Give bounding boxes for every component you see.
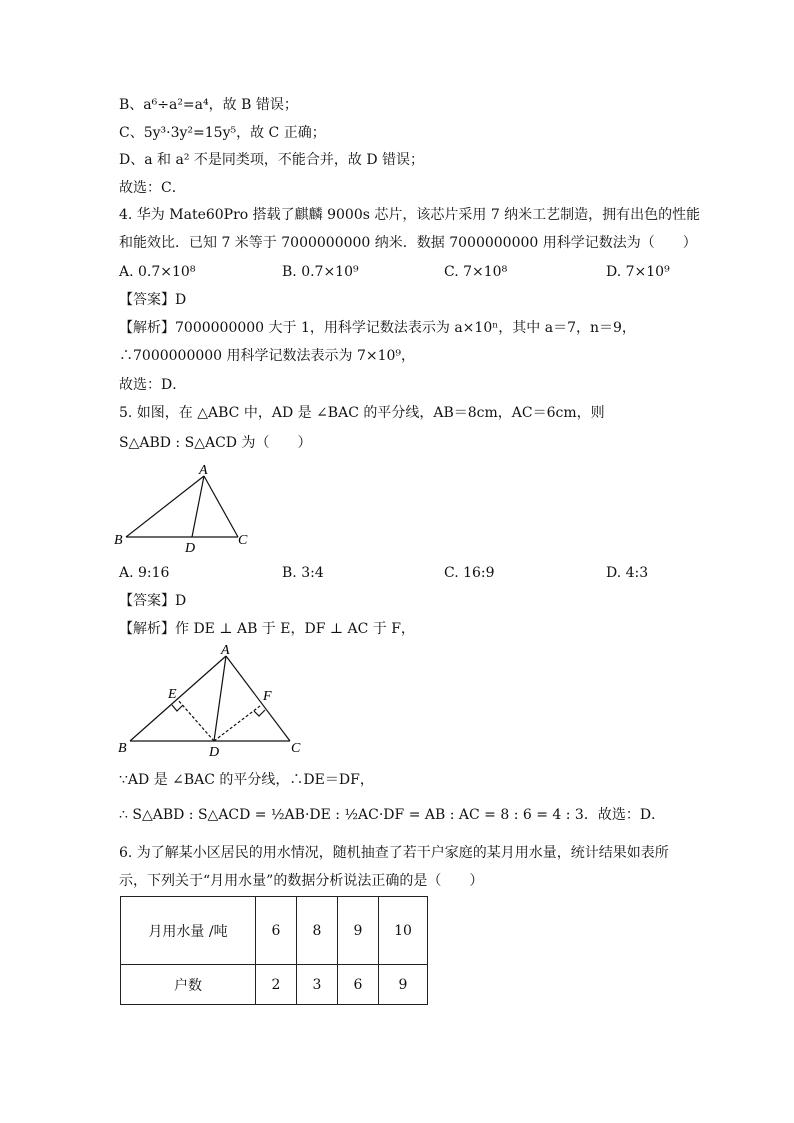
solution-line-d: D、a 和 a² 不是同类项，不能合并，故 D 错误； — [119, 152, 425, 168]
table-cell: 9 — [379, 965, 428, 1005]
segment-ab — [126, 476, 204, 537]
table-cell: 8 — [297, 897, 338, 965]
segment-ac — [226, 656, 290, 741]
question-5-line-1: 5. 如图，在 △ABC 中，AD 是 ∠BAC 的平分线，AB＝8cm，AC＝6cm，则 — [119, 405, 605, 421]
table-cell: 2 — [256, 965, 297, 1005]
q5-answer: 【答案】D — [119, 593, 187, 609]
triangle-figure-1 — [110, 460, 260, 555]
q4-solution-line-3: 故选：D． — [119, 377, 187, 393]
right-angle-e — [172, 705, 183, 711]
table-cell: 6 — [338, 965, 379, 1005]
segment-de — [178, 700, 214, 741]
right-angle-f — [254, 710, 265, 716]
table-cell: 6 — [256, 897, 297, 965]
q4-solution-line-1: 【解析】7000000000 大于 1，用科学记数法表示为 a×10ⁿ，其中 a＝7，n＝9， — [119, 320, 636, 336]
water-usage-table — [120, 896, 428, 1005]
solution-line-b: B、a⁶÷a²=a⁴，故 B 错误； — [119, 97, 298, 113]
q4-answer: 【答案】D — [119, 292, 187, 308]
solution-conclusion: 故选：C． — [119, 180, 186, 196]
table-row — [121, 897, 428, 965]
segment-ad — [214, 656, 226, 741]
segment-ab — [130, 656, 226, 741]
question-4-line-2: 和能效比．已知 7 米等于 7000000000 纳米．数据 7000000000 用科学记数法为（ ） — [119, 235, 697, 251]
segment-ac — [204, 476, 238, 537]
label-d: D — [209, 745, 220, 760]
q5-option-c: C. 16:9 — [444, 565, 495, 581]
table-cell: 9 — [338, 897, 379, 965]
q5-solution-line-1: 【解析】作 DE ⊥ AB 于 E，DF ⊥ AC 于 F， — [119, 621, 415, 637]
q4-option-d: D. 7×10⁹ — [606, 264, 670, 280]
table-cell: 10 — [379, 897, 428, 965]
q4-option-b: B. 0.7×10⁹ — [282, 264, 359, 280]
table-header-households: 户数 — [121, 965, 256, 1005]
q5-option-a: A. 9:16 — [119, 565, 170, 581]
label-b: B — [114, 533, 123, 548]
q5-option-b: B. 3:4 — [282, 565, 324, 581]
label-b: B — [118, 741, 127, 756]
label-a: A — [221, 643, 230, 658]
question-4-line-1: 4. 华为 Mate60Pro 搭载了麒麟 9000s 芯片，该芯片采用 7 纳米工艺制造，拥有出色的性能 — [119, 207, 701, 223]
label-f: F — [263, 689, 272, 704]
label-d: D — [185, 541, 196, 555]
solution-line-c: C、5y³·3y²=15y⁵，故 C 正确； — [119, 125, 326, 141]
label-a: A — [199, 463, 208, 478]
q4-option-a: A. 0.7×10⁸ — [119, 264, 196, 280]
label-c: C — [238, 533, 248, 548]
question-6-line-1: 6. 为了解某小区居民的用水情况，随机抽查了若干户家庭的某月用水量，统计结果如表所 — [119, 845, 669, 861]
q5-option-d: D. 4:3 — [606, 565, 649, 581]
q4-option-c: C. 7×10⁸ — [444, 264, 508, 280]
triangle-figure-2 — [110, 640, 310, 760]
label-c: C — [291, 741, 301, 756]
question-6-line-2: 示，下列关于“月用水量”的数据分析说法正确的是（ ） — [119, 873, 484, 889]
segment-ad — [192, 476, 204, 537]
table-row — [121, 965, 428, 1005]
question-5-line-2: S△ABD : S△ACD 为（ ） — [119, 435, 312, 451]
label-e: E — [168, 687, 177, 702]
q5-solution-line-2: ∵AD 是 ∠BAC 的平分线，∴DE＝DF， — [119, 772, 374, 788]
table-cell: 3 — [297, 965, 338, 1005]
q4-solution-line-2: ∴7000000000 用科学记数法表示为 7×10⁹， — [119, 348, 416, 364]
segment-df — [214, 706, 260, 741]
table-header-usage: 月用水量 /吨 — [121, 897, 256, 965]
q5-solution-line-3: ∴ S△ABD : S△ACD = ½AB·DE : ½AC·DF = AB : AC = 8 : 6 = 4 : 3．故选：D． — [119, 807, 666, 823]
